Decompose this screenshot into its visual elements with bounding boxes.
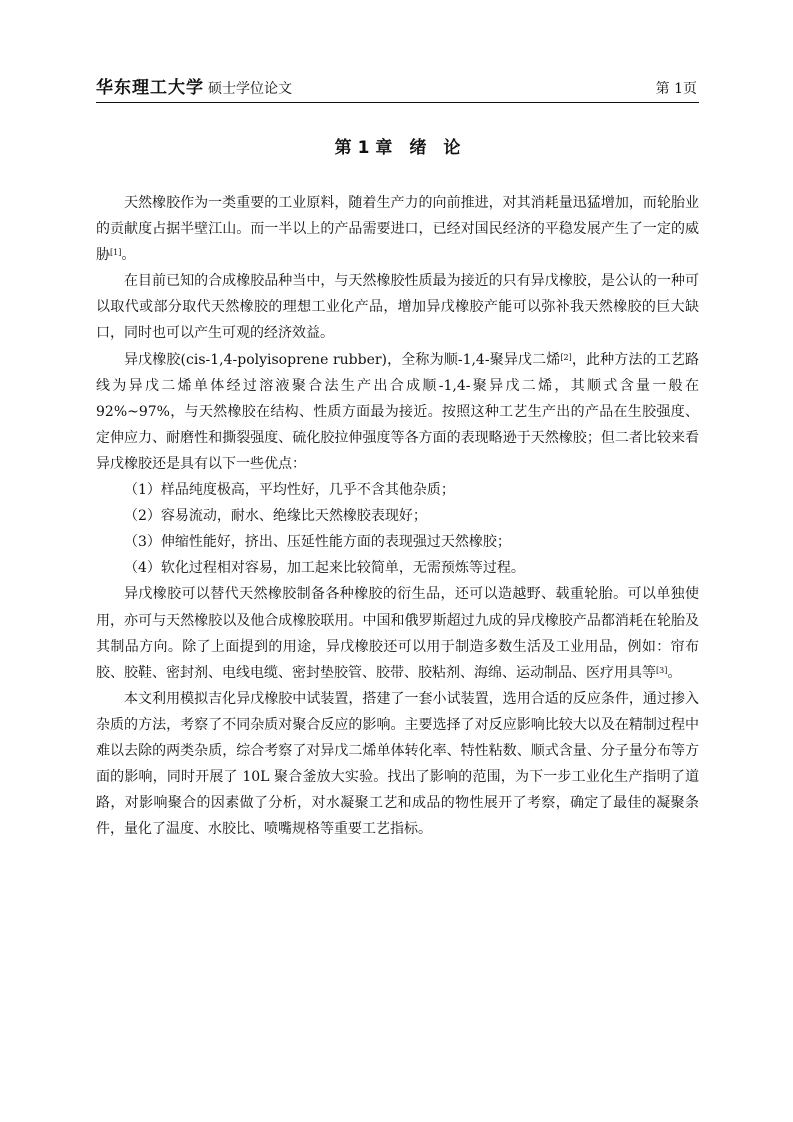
paragraph: 异戊橡胶可以替代天然橡胶制备各种橡胶的衍生品，还可以造越野、载重轮胎。可以单独使用，亦可与天然橡胶以及他合成橡胶联用。中国和俄罗斯超过九成的异戊橡胶产品都消耗在轮胎及其制品方向。除了上面提到的用途，异戊橡胶还可以用于制造多数生活及工业用品，例如：帘布胶、胶鞋、密封剂、电线电缆、密封垫胶管、胶带、胶粘剂、海绵、运动制品、医疗用具等[3]。: [96, 586, 699, 681]
body-text: [96, 190, 699, 842]
paragraph: 在目前已知的合成橡胶品种当中，与天然橡胶性质最为接近的只有异戊橡胶，是公认的一种可以取代或部分取代天然橡胶的理想工业化产品，增加异戊橡胶产能可以弥补我天然橡胶的巨大缺口，同时也可以产生可观的经济效益。: [96, 273, 699, 342]
running-header: [96, 76, 699, 102]
paragraph: 本文利用模拟吉化异戊橡胶中试装置，搭建了一套小试装置，选用合适的反应条件，通过掺入杂质的方法，考察了不同杂质对聚合反应的影响。主要选择了对反应影响比较大以及在精制过程中难以去除的两类杂质，综合考察了对异戊二烯单体转化率、特性粘数、顺式含量、分子量分布等方面的影响，同时开展了 10L 聚合釜放大实验。找出了影响的范围，为下一步工业化生产指明了道路，对影响聚合的因素做了分析，对水凝聚工艺和成品的物性展开了考察，确定了最佳的凝聚条件，量化了温度、水胶比、喷嘴规格等重要工艺指标。: [96, 690, 699, 838]
list-item: （3）伸缩性能好，挤出、压延性能方面的表现强过天然橡胶；: [124, 534, 511, 551]
header-thesis-type: 硕士学位论文: [208, 81, 292, 97]
header-school-name: 华东理工大学: [96, 78, 204, 98]
citation-ref: [3]: [656, 665, 668, 675]
list-item: （4）软化过程相对容易，加工起来比较简单，无需预炼等过程。: [124, 560, 525, 577]
header-divider: [96, 102, 699, 103]
paragraph: 天然橡胶作为一类重要的工业原料，随着生产力的向前推进，对其消耗量迅猛增加，而轮胎业的贡献度占据半壁江山。而一半以上的产品需要进口，已经对国民经济的平稳发展产生了一定的威胁[1]。: [96, 195, 699, 264]
citation-ref: [1]: [110, 248, 122, 258]
citation-ref: [2]: [560, 352, 572, 362]
list-item: （1）样品纯度极高，平均性好，几乎不含其他杂质；: [124, 482, 455, 499]
list-item: （2）容易流动，耐水、绝缘比天然橡胶表现好；: [124, 508, 427, 525]
chapter-title: 第 1 章 绪 论: [334, 138, 461, 158]
paragraph: 异戊橡胶(cis-1,4-polyisoprene rubber)，全称为顺-1,4-聚异戊二烯[2]，此种方法的工艺路线为异戊二烯单体经过溶液聚合法生产出合成顺-1,4-聚异戊二烯，其顺式含量一般在 92%~97%，与天然橡胶在结构、性质方面最为接近。按照这种工艺生产出的产品在生胶强度、定伸应力、耐磨性和撕裂强度、硫化胶拉伸强度等各方面的表现略逊于天然橡胶；但二者比较来看异戊橡胶还是具有以下一些优点：: [96, 351, 699, 472]
header-page-number: 第 1页: [655, 81, 697, 97]
